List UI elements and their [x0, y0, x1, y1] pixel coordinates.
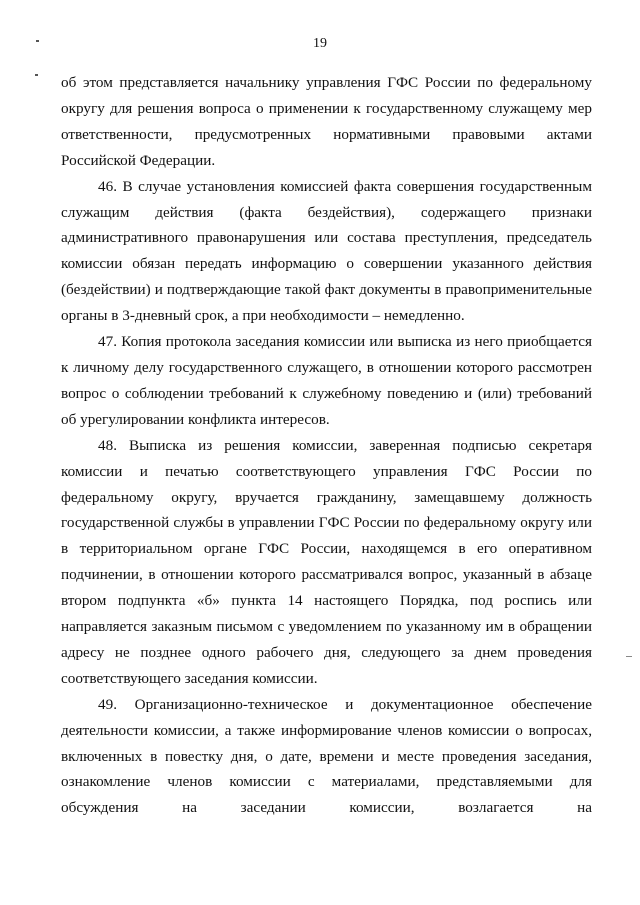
paragraph-47: 47. Копия протокола заседания комиссии или выписка из него приобщается к личному делу государственного служащего, в отношении которого рассмотрен вопрос о соблюдении требований к служебному поведению и (или) требований об урегулировании конфликта интересов.: [61, 333, 592, 428]
paragraph-48: 48. Выписка из решения комиссии, заверенная подписью секретаря комиссии и печатью соответствующего управления ГФС России по федеральному округу, вручается гражданину, замещавшему должность государственной службы в управлении ГФС России по федеральному округу или в территориальном органе ГФС России, находящемся в его оперативном подчинении, в отношении которого рассматривался вопрос, указанный в абзаце втором подпункта «б» пункта 14 настоящего Порядка, под роспись или направляется заказным письмом с уведомлением по указанному им в обращении адресу не позднее одного рабочего дня, следующего за днем проведения соответствующего заседания комиссии.: [61, 436, 592, 687]
paragraph-continuation: об этом представляется начальнику управления ГФС России по федеральному округу для решения вопроса о применении к государственному служащему мер ответственности, предусмотренных нормативными правовыми актами Российской Федерации.: [61, 74, 592, 169]
page-number: 19: [313, 36, 327, 51]
scan-speck: [35, 74, 38, 76]
paragraph-49: 49. Организационно-техническое и документационное обеспечение деятельности комиссии, а также информирование членов комиссии о вопросах, включенных в повестку дня, о дате, времени и месте проведения заседания, ознакомление членов комиссии с материалами, представляемыми для обсуждения на заседании комиссии, возлагается на: [61, 695, 592, 817]
document-body: [61, 70, 592, 821]
scan-speck: [626, 656, 632, 657]
paragraph-46: 46. В случае установления комиссией факта совершения государственным служащим действия (факта бездействия), содержащего признаки административного правонарушения или состава преступления, председатель комиссии обязан передать информацию о совершении указанного действия (бездействии) и подтверждающие такой факт документы в правоприменительные органы в 3-дневный срок, а при необходимости – немедленно.: [61, 177, 592, 325]
